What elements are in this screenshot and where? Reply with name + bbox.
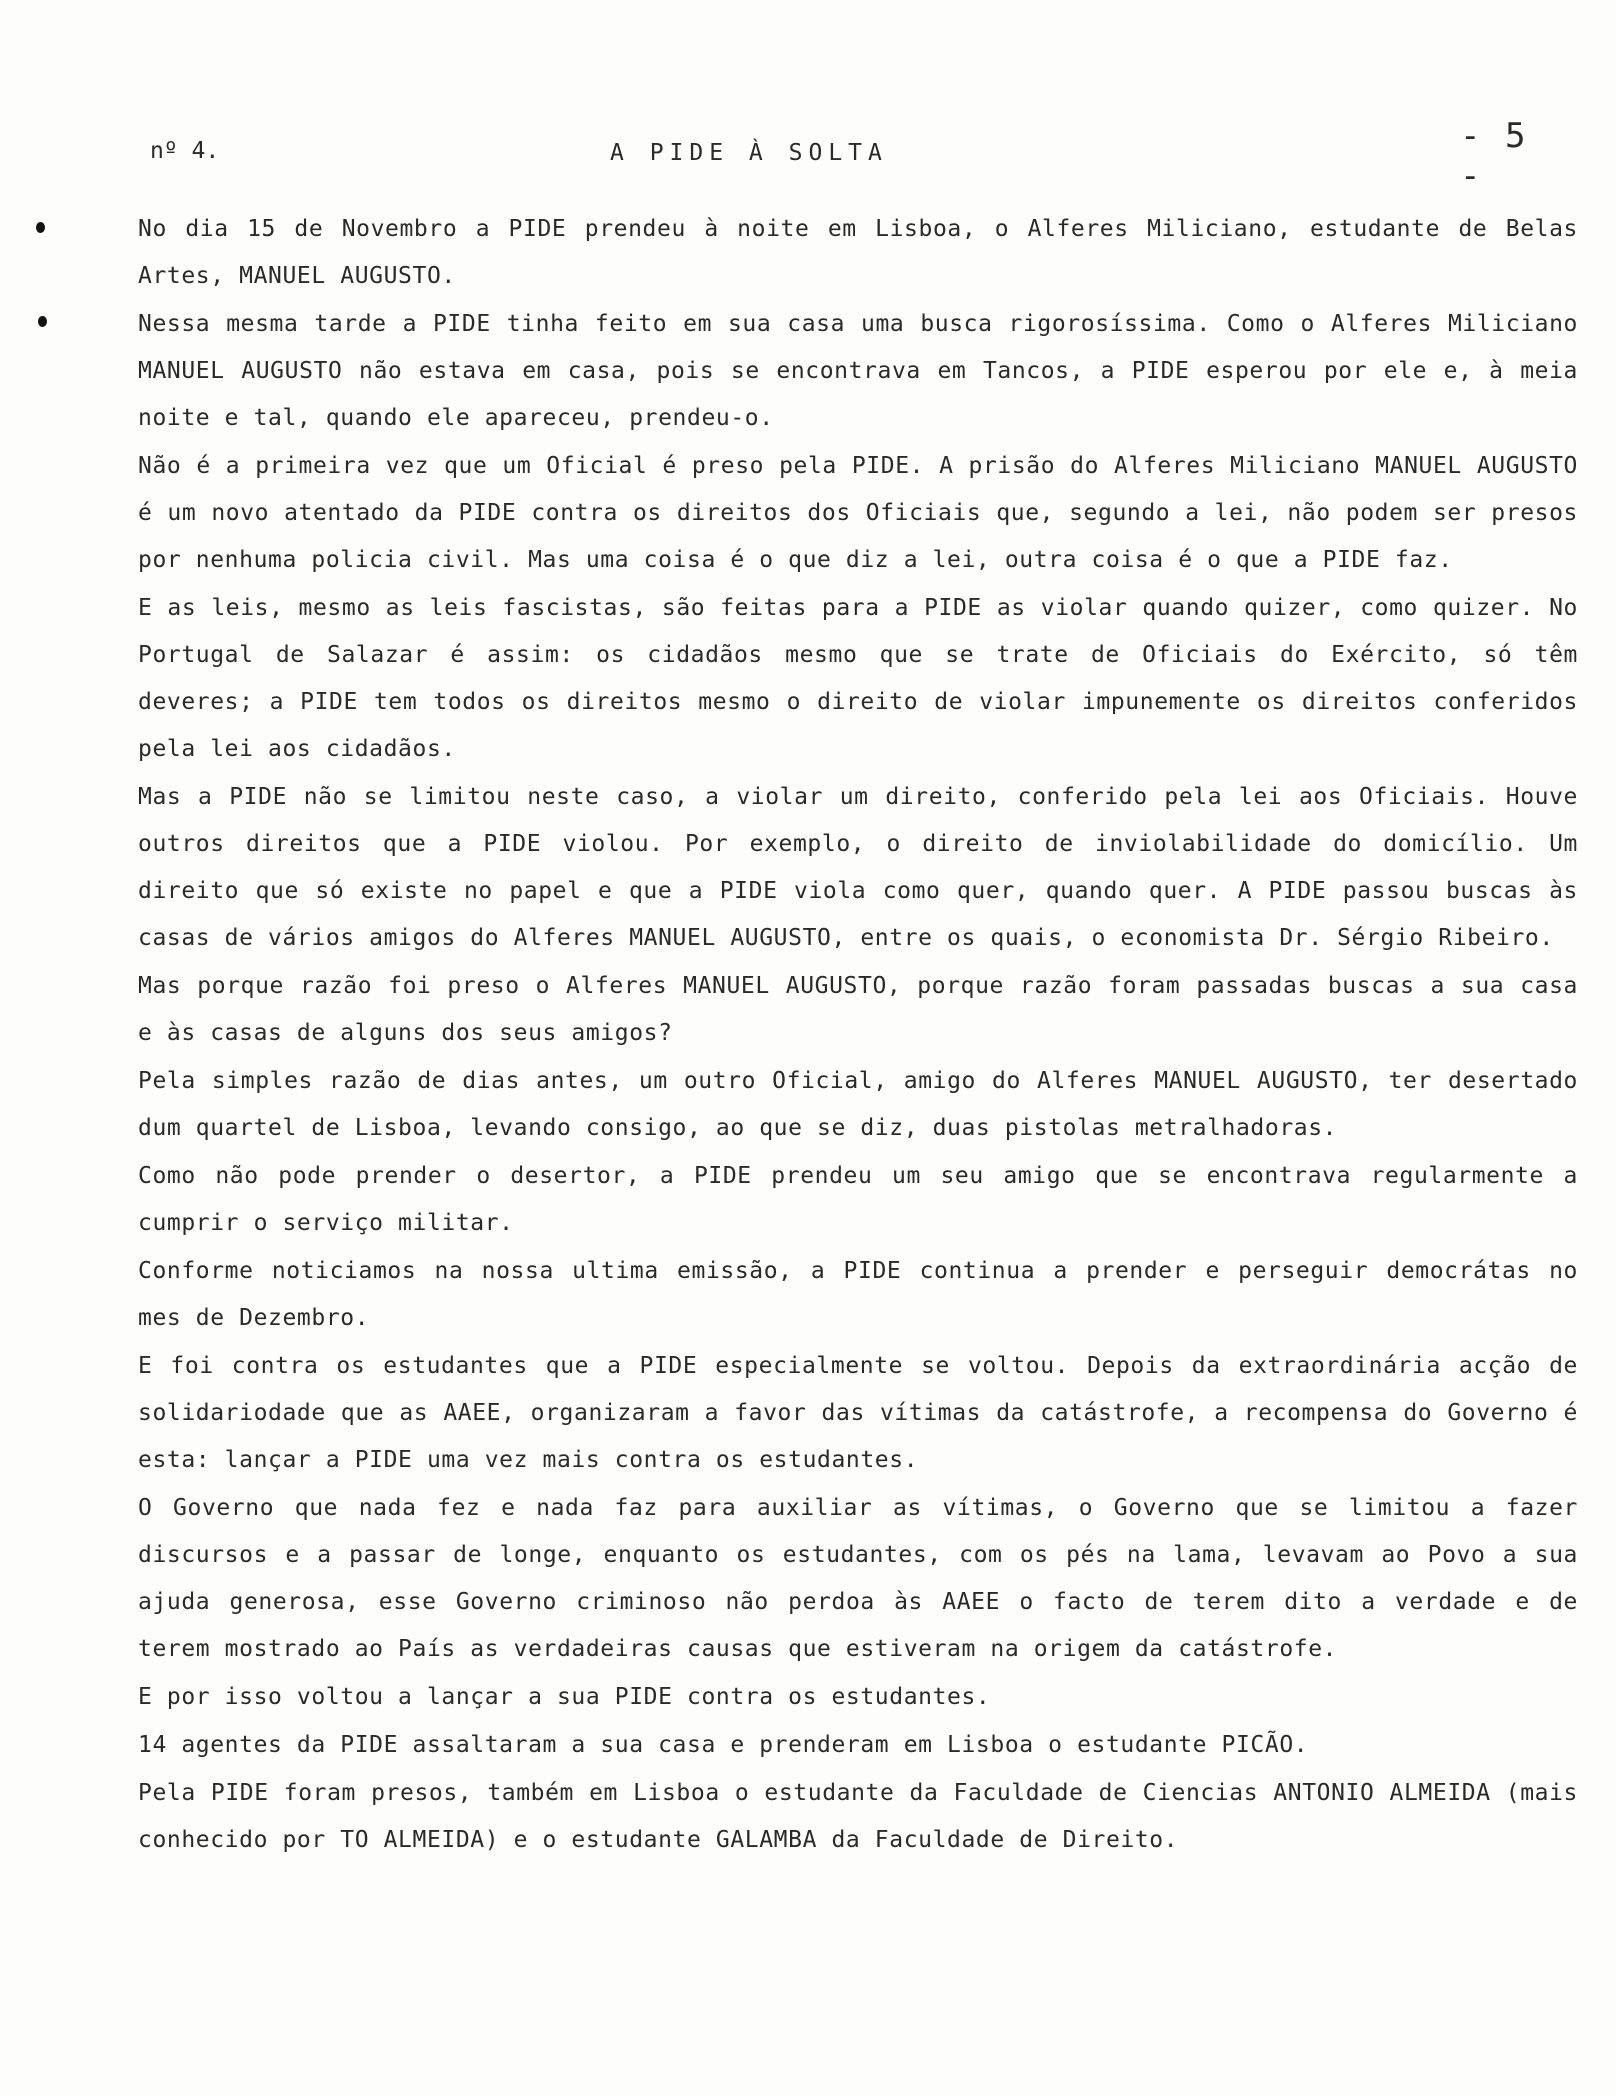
paragraph: 14 agentes da PIDE assaltaram a sua casa e prenderam em Lisboa o estudante PICÃO. [138, 1732, 1309, 1758]
paragraph: Mas porque razão foi preso o Alferes MANUEL AUGUSTO, porque razão foram passadas buscas a sua casa e às casas de alguns dos seus amigos? [138, 973, 1578, 1046]
paragraph: E as leis, mesmo as leis fascistas, são feitas para a PIDE as violar quando quizer, como quizer. No Portugal de Salazar é assim: os cidadãos mesmo que se trate de Oficiais do Exército, só têm deveres; a PIDE tem todos os direitos mesmo o direito de violar impunemente os direitos conferidos pela lei aos cidadãos. [138, 595, 1578, 762]
paragraph: Conforme noticiamos na nossa ultima emissão, a PIDE continua a prender e perseguir democrátas no mes de Dezembro. [138, 1258, 1578, 1331]
paragraph: Como não pode prender o desertor, a PIDE prendeu um seu amigo que se encontrava regularmente a cumprir o serviço militar. [138, 1163, 1578, 1236]
paragraph: Nessa mesma tarde a PIDE tinha feito em sua casa uma busca rigorosíssima. Como o Alferes Miliciano MANUEL AUGUSTO não estava em casa, pois se encontrava em Tancos, a PIDE esperou por ele e, à meia noite e tal, quando ele apareceu, prendeu-o. [138, 311, 1578, 431]
margin-mark [36, 222, 45, 233]
paragraph: E por isso voltou a lançar a sua PIDE contra os estudantes. [138, 1684, 991, 1710]
article-body [138, 206, 1578, 1865]
paragraph: Pela simples razão de dias antes, um outro Oficial, amigo do Alferes MANUEL AUGUSTO, ter desertado dum quartel de Lisboa, levando consigo, ao que se diz, duas pistolas metralhadoras. [138, 1068, 1578, 1141]
paragraph: No dia 15 de Novembro a PIDE prendeu à noite em Lisboa, o Alferes Miliciano, estudante de Belas Artes, MANUEL AUGUSTO. [138, 216, 1578, 289]
issue-number: nº 4. [150, 138, 220, 164]
paragraph: Não é a primeira vez que um Oficial é preso pela PIDE. A prisão do Alferes Miliciano MANUEL AUGUSTO é um novo atentado da PIDE contra os direitos dos Oficiais que, segundo a lei, não podem ser presos por nenhuma policia civil. Mas uma coisa é o que diz a lei, outra coisa é o que a PIDE faz. [138, 453, 1578, 573]
page-title: A PIDE À SOLTA [610, 140, 888, 166]
margin-mark [38, 316, 47, 327]
page-number: - 5 - [1460, 116, 1528, 196]
paragraph: Pela PIDE foram presos, também em Lisboa o estudante da Faculdade de Ciencias ANTONIO ALMEIDA (mais conhecido por TO ALMEIDA) e o estudante GALAMBA da Faculdade de Direito. [138, 1780, 1578, 1853]
page-header [150, 116, 1550, 196]
paragraph: E foi contra os estudantes que a PIDE especialmente se voltou. Depois da extraordinária acção de solidariodade que as AAEE, organizaram a favor das vítimas da catástrofe, a recompensa do Governo é esta: lançar a PIDE uma vez mais contra os estudantes. [138, 1353, 1578, 1473]
paragraph: O Governo que nada fez e nada faz para auxiliar as vítimas, o Governo que se limitou a fazer discursos e a passar de longe, enquanto os estudantes, com os pés na lama, levavam ao Povo a sua ajuda generosa, esse Governo criminoso não perdoa às AAEE o facto de terem dito a verdade e de terem mostrado ao País as verdadeiras causas que estiveram na origem da catástrofe. [138, 1495, 1578, 1662]
paragraph: Mas a PIDE não se limitou neste caso, a violar um direito, conferido pela lei aos Oficiais. Houve outros direitos que a PIDE violou. Por exemplo, o direito de inviolabilidade do domicílio. Um direito que só existe no papel e que a PIDE viola como quer, quando quer. A PIDE passou buscas às casas de vários amigos do Alferes MANUEL AUGUSTO, entre os quais, o economista Dr. Sérgio Ribeiro. [138, 784, 1578, 951]
